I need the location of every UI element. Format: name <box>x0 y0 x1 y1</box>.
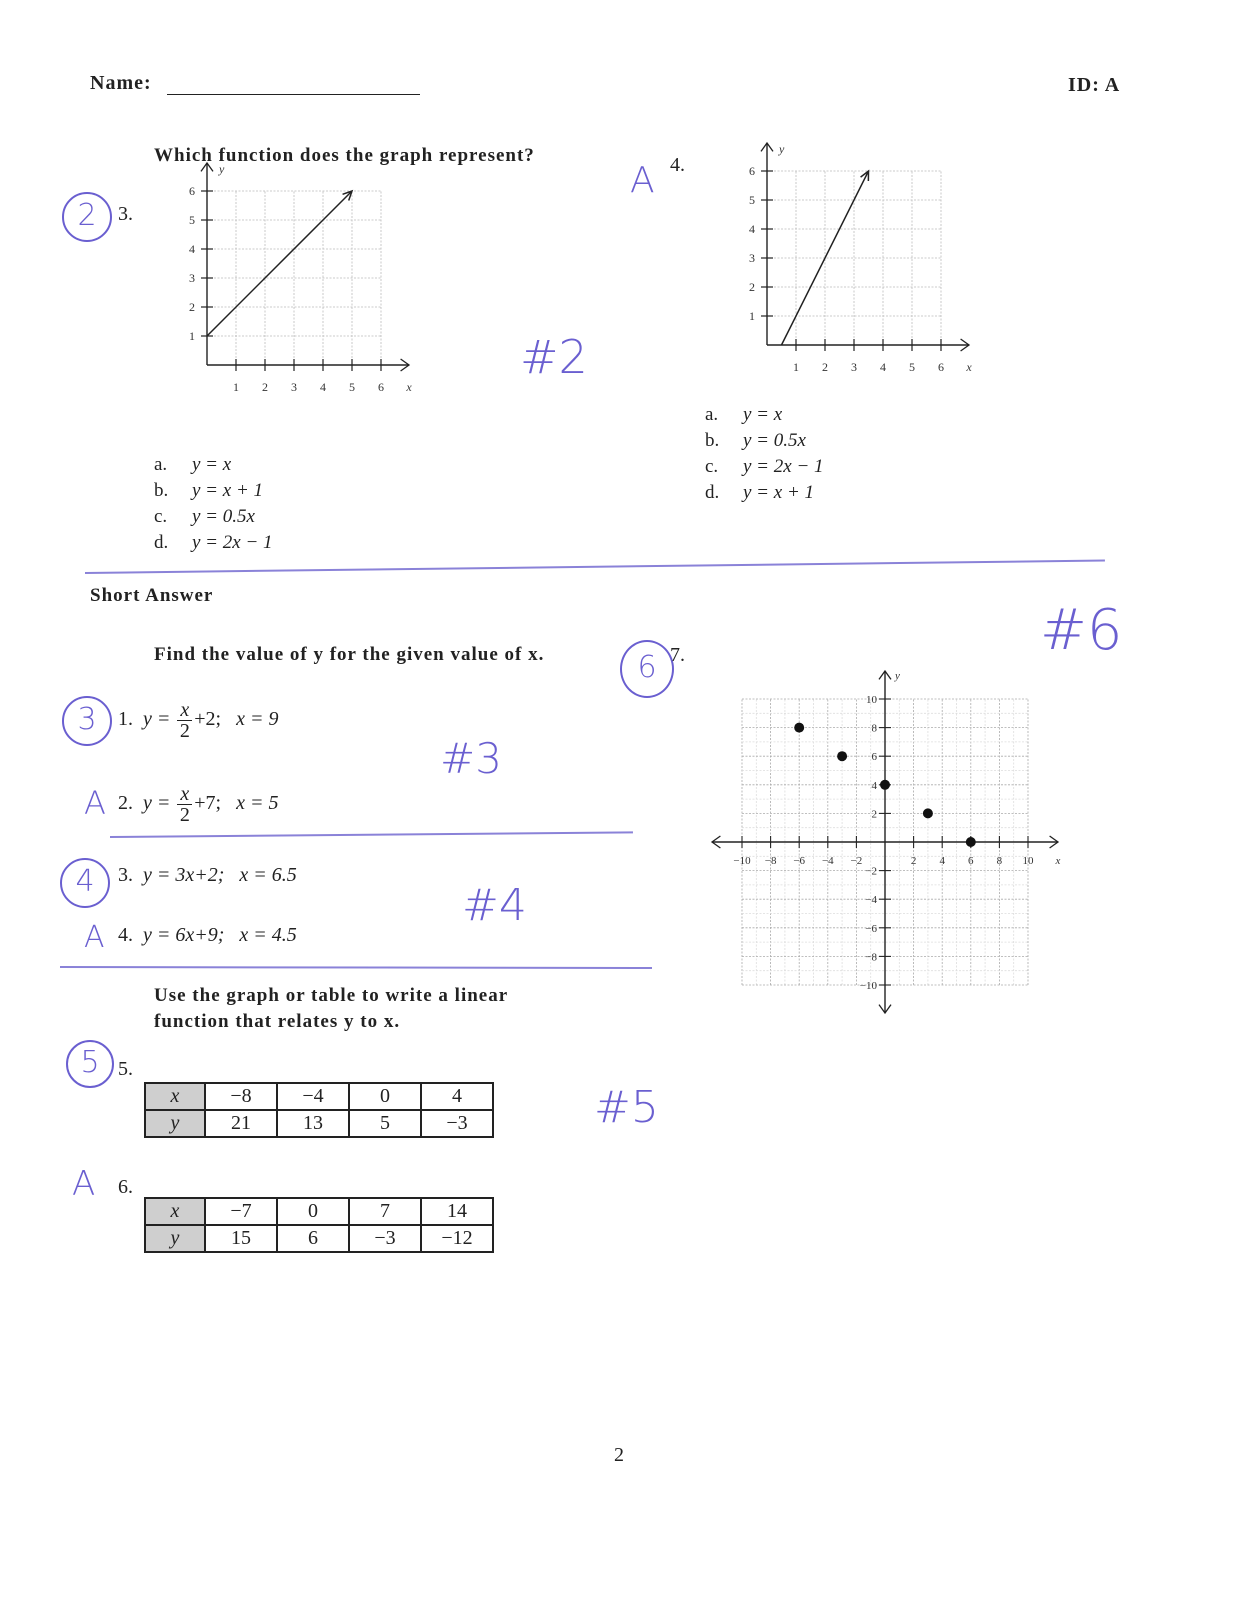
y-axis-label: y <box>895 670 900 682</box>
sa-q3: 3. y = 3x+2; x = 6.5 <box>118 864 297 886</box>
q7-graph <box>700 660 1070 1030</box>
table-cell: −3 <box>349 1225 421 1252</box>
x-axis-label: x <box>406 380 412 394</box>
y-tick-label: 10 <box>866 694 877 706</box>
sa-q6-table <box>144 1197 494 1253</box>
page-number: 2 <box>614 1444 624 1466</box>
x-tick-label: 4 <box>880 360 886 374</box>
name-blank-line[interactable] <box>167 94 420 95</box>
x-tick-label: −8 <box>764 855 777 867</box>
q3-choice-c[interactable]: c. y = 0.5x <box>154 506 255 527</box>
x-tick-label: −2 <box>850 855 863 867</box>
handwritten-circle-sa3: 4 <box>60 858 110 908</box>
sa-q7-number: 7. <box>670 644 685 666</box>
x-tick-label: 10 <box>1022 855 1034 867</box>
x-tick-label: −4 <box>821 855 834 867</box>
sa-q6-number: 6. <box>118 1176 133 1198</box>
x-tick-label: 1 <box>233 380 239 394</box>
x-tick-label: 2 <box>822 360 828 374</box>
y-tick-label: −2 <box>865 865 877 878</box>
y-axis-label: y <box>219 162 225 176</box>
table-row <box>145 1225 493 1252</box>
table-cell: −7 <box>205 1198 277 1225</box>
table-header-y: y <box>145 1225 205 1252</box>
id-label: ID: A <box>1068 74 1121 96</box>
table-row <box>145 1110 493 1137</box>
handwritten-label-sa4: A <box>84 920 105 955</box>
handwritten-circle-q3: 2 <box>62 192 112 242</box>
data-point <box>837 751 847 761</box>
table-cell: −4 <box>277 1083 349 1110</box>
x-tick-label: 1 <box>793 360 799 374</box>
y-tick-label: 3 <box>749 251 755 265</box>
sa-q2: 2. y = $\frac{x}{2}$ +7; x = 5 <box>118 783 279 826</box>
x-tick-label: 2 <box>910 855 917 867</box>
sa-q5-number: 5. <box>118 1058 133 1080</box>
mc-instruction: Which function does the graph represent? <box>154 145 535 166</box>
x-tick-label: 6 <box>968 855 974 867</box>
pen-divider-2 <box>110 831 633 838</box>
y-tick-label: −10 <box>859 980 877 992</box>
y-tick-label: 2 <box>189 300 195 314</box>
q3-graph <box>180 162 420 425</box>
table-cell: −12 <box>421 1225 493 1252</box>
q3-choices <box>154 452 273 556</box>
q4-choice-b[interactable]: b. y = 0.5x <box>705 430 806 451</box>
y-tick-label: −8 <box>865 951 877 964</box>
name-label: Name: <box>90 72 152 94</box>
y-tick-label: −4 <box>865 894 877 907</box>
table-cell: 4 <box>421 1083 493 1110</box>
table-cell: 14 <box>421 1198 493 1225</box>
table-cell: 7 <box>349 1198 421 1225</box>
x-tick-label: 8 <box>996 855 1003 867</box>
q4-choice-d[interactable]: d. y = x + 1 <box>705 482 815 503</box>
table-header-x: x <box>145 1083 205 1110</box>
x-tick-label: 3 <box>851 360 857 374</box>
q3-choice-a[interactable]: a. y = x <box>154 454 232 475</box>
handwritten-label-sa6: A <box>72 1164 96 1204</box>
y-axis-label: y <box>779 142 785 156</box>
data-point <box>966 837 976 847</box>
table-cell: 13 <box>277 1110 349 1137</box>
y-tick-label: −6 <box>865 922 877 935</box>
handwritten-note-5: #5 <box>594 1082 659 1133</box>
y-tick-label: 2 <box>749 280 755 294</box>
table-header-x: x <box>145 1198 205 1225</box>
q3-choice-b[interactable]: b. y = x + 1 <box>154 480 264 501</box>
handwritten-circle-sa1: 3 <box>62 696 112 746</box>
table-header-y: y <box>145 1110 205 1137</box>
table-row <box>145 1198 493 1225</box>
handwritten-note-3: #3 <box>440 734 502 783</box>
data-point <box>923 808 933 818</box>
y-tick-label: 4 <box>871 779 877 792</box>
sa-q5-table <box>144 1082 494 1138</box>
table-cell: 0 <box>277 1198 349 1225</box>
table-cell: 21 <box>205 1110 277 1137</box>
x-tick-label: 3 <box>291 380 297 394</box>
handwritten-label-sa2: A <box>84 784 106 822</box>
handwritten-label-q4: A <box>630 160 655 201</box>
x-tick-label: 4 <box>320 380 326 394</box>
sa-instruction-1: Find the value of y for the given value of x. <box>154 644 545 665</box>
x-tick-label: 5 <box>349 380 355 394</box>
x-axis-label: x <box>1055 855 1061 867</box>
x-tick-label: −10 <box>733 855 751 867</box>
q4-number: 4. <box>670 154 685 176</box>
q3-number: 3. <box>118 203 133 225</box>
table-cell: 0 <box>349 1083 421 1110</box>
y-tick-label: 5 <box>749 193 755 207</box>
x-tick-label: 6 <box>938 360 944 374</box>
pen-divider-1 <box>85 560 1105 574</box>
x-tick-label: 5 <box>909 360 915 374</box>
y-tick-label: 2 <box>871 808 877 821</box>
handwritten-note-4: #4 <box>462 880 527 931</box>
table-cell: 6 <box>277 1225 349 1252</box>
x-axis-label: x <box>966 360 972 374</box>
y-tick-label: 6 <box>749 164 755 178</box>
q4-choice-c[interactable]: c. y = 2x − 1 <box>705 456 824 477</box>
data-point <box>880 780 890 790</box>
data-point <box>794 723 804 733</box>
y-tick-label: 3 <box>189 271 195 285</box>
x-tick-label: −6 <box>793 855 806 867</box>
table-cell: −3 <box>421 1110 493 1137</box>
short-answer-heading: Short Answer <box>90 585 214 606</box>
y-tick-label: 1 <box>189 329 195 343</box>
function-line <box>207 191 352 336</box>
q4-graph <box>730 140 980 380</box>
y-tick-label: 6 <box>871 751 877 764</box>
x-tick-label: 6 <box>378 380 384 394</box>
sa-q4: 4. y = 6x+9; x = 4.5 <box>118 924 297 946</box>
handwritten-circle-q7: 6 <box>620 640 674 698</box>
table-cell: 5 <box>349 1110 421 1137</box>
handwritten-note-2: #2 <box>520 330 588 384</box>
x-tick-label: 2 <box>262 380 268 394</box>
y-tick-label: 4 <box>749 222 755 236</box>
y-tick-label: 8 <box>871 722 877 735</box>
q3-choice-d[interactable]: d. y = 2x − 1 <box>154 532 273 553</box>
sa-q1: 1. y = $\frac{x}{2}$ +2; x = 9 <box>118 699 279 742</box>
pen-divider-3 <box>60 966 652 969</box>
x-tick-label: 4 <box>939 855 945 867</box>
handwritten-circle-sa5: 5 <box>66 1040 114 1088</box>
sa-instruction-2: Use the graph or table to write a linear function that relates y to x. <box>154 985 509 1032</box>
y-tick-label: 5 <box>189 213 195 227</box>
y-tick-label: 6 <box>189 184 195 198</box>
q4-choice-a[interactable]: a. y = x <box>705 404 783 425</box>
table-cell: 15 <box>205 1225 277 1252</box>
q4-choices <box>705 402 824 506</box>
y-tick-label: 4 <box>189 242 195 256</box>
table-cell: −8 <box>205 1083 277 1110</box>
table-row <box>145 1083 493 1110</box>
handwritten-note-6: #6 <box>1040 598 1123 663</box>
y-tick-label: 1 <box>749 309 755 323</box>
